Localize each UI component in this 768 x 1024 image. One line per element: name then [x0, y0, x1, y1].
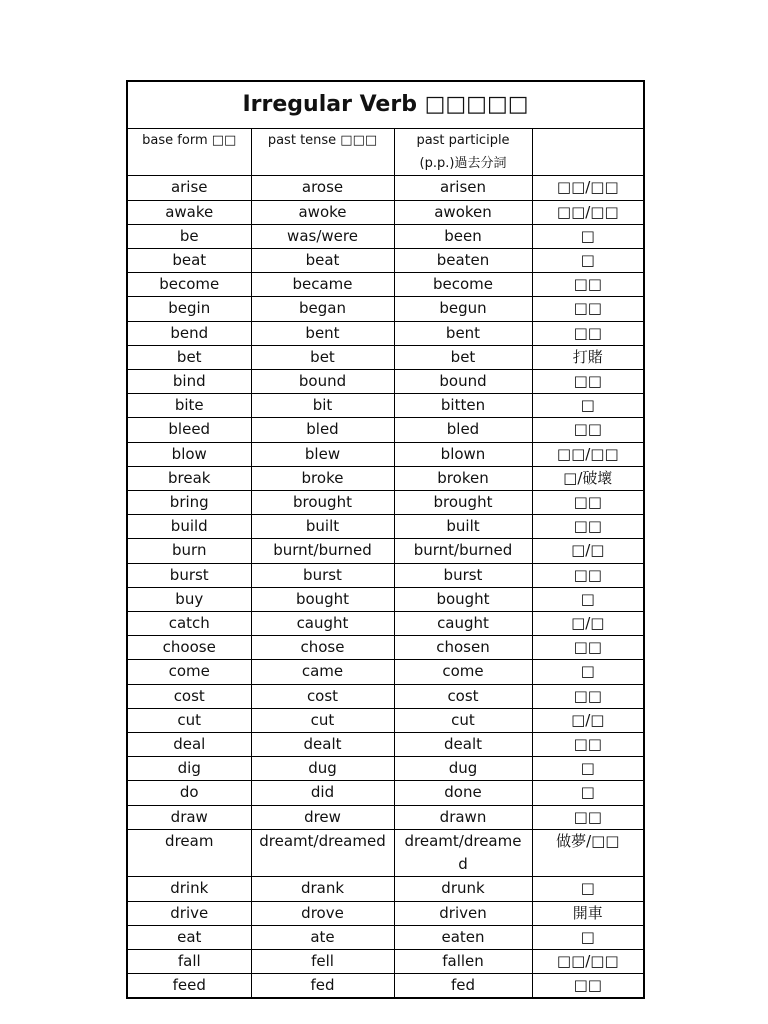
past-tense-cell: cut	[251, 708, 394, 732]
past-participle-cell: fallen	[394, 949, 532, 973]
meaning-cell: □□	[532, 563, 644, 587]
table-row	[127, 442, 644, 466]
past-tense-cell: bent	[251, 321, 394, 345]
header-past-tense	[251, 129, 394, 176]
header-past-tense-label: past tense □□□	[267, 133, 378, 148]
table-row	[127, 200, 644, 224]
past-participle-cell: drunk	[394, 877, 532, 901]
table-row	[127, 781, 644, 805]
past-participle-cell: cost	[394, 684, 532, 708]
past-participle-cell: chosen	[394, 636, 532, 660]
past-participle-cell: built	[394, 515, 532, 539]
meaning-cell: □/□	[532, 708, 644, 732]
table-row	[127, 515, 644, 539]
table-row	[127, 684, 644, 708]
table-row	[127, 345, 644, 369]
base-form-cell: awake	[127, 200, 251, 224]
meaning-cell: □	[532, 224, 644, 248]
meaning-cell: □□/□□	[532, 200, 644, 224]
past-participle-cell: bent	[394, 321, 532, 345]
past-tense-cell: broke	[251, 466, 394, 490]
base-form-cell: dream	[127, 829, 251, 876]
table-row	[127, 901, 644, 925]
base-form-cell: blow	[127, 442, 251, 466]
base-form-cell: begin	[127, 297, 251, 321]
table-row	[127, 660, 644, 684]
past-tense-cell: bit	[251, 394, 394, 418]
past-participle-cell: done	[394, 781, 532, 805]
past-tense-cell: bet	[251, 345, 394, 369]
base-form-cell: bite	[127, 394, 251, 418]
past-participle-cell: bitten	[394, 394, 532, 418]
base-form-cell: buy	[127, 587, 251, 611]
past-participle-cell: drawn	[394, 805, 532, 829]
irregular-verb-table	[126, 80, 645, 999]
past-tense-cell: blew	[251, 442, 394, 466]
base-form-cell: burst	[127, 563, 251, 587]
base-form-cell: bend	[127, 321, 251, 345]
table-row	[127, 733, 644, 757]
past-tense-cell: bought	[251, 587, 394, 611]
past-participle-cell: burnt/burned	[394, 539, 532, 563]
meaning-cell: □	[532, 925, 644, 949]
verb-table-body	[127, 176, 644, 998]
past-participle-cell: dug	[394, 757, 532, 781]
meaning-cell: □/破壞	[532, 466, 644, 490]
table-row	[127, 297, 644, 321]
base-form-cell: cut	[127, 708, 251, 732]
past-tense-cell: cost	[251, 684, 394, 708]
table-row	[127, 249, 644, 273]
past-participle-cell: cut	[394, 708, 532, 732]
table-row	[127, 612, 644, 636]
past-participle-cell: arisen	[394, 176, 532, 200]
meaning-cell: □□/□□	[532, 176, 644, 200]
past-tense-cell: arose	[251, 176, 394, 200]
past-participle-cell: burst	[394, 563, 532, 587]
table-row	[127, 370, 644, 394]
meaning-cell: □□	[532, 370, 644, 394]
past-participle-cell: broken	[394, 466, 532, 490]
past-participle-cell: fed	[394, 974, 532, 999]
base-form-cell: become	[127, 273, 251, 297]
past-tense-cell: bound	[251, 370, 394, 394]
base-form-cell: deal	[127, 733, 251, 757]
meaning-cell: □	[532, 587, 644, 611]
table-row	[127, 273, 644, 297]
meaning-cell: □	[532, 781, 644, 805]
past-tense-cell: dealt	[251, 733, 394, 757]
past-tense-cell: began	[251, 297, 394, 321]
table-title: Irregular Verb □□□□□	[127, 81, 644, 129]
past-tense-cell: fed	[251, 974, 394, 999]
meaning-cell: □□	[532, 974, 644, 999]
base-form-cell: bleed	[127, 418, 251, 442]
past-tense-cell: became	[251, 273, 394, 297]
base-form-cell: come	[127, 660, 251, 684]
meaning-cell: □□	[532, 684, 644, 708]
past-tense-cell: bled	[251, 418, 394, 442]
base-form-cell: bet	[127, 345, 251, 369]
meaning-cell: □□/□□	[532, 949, 644, 973]
meaning-cell: □□	[532, 418, 644, 442]
past-participle-cell: beaten	[394, 249, 532, 273]
meaning-cell: □/□	[532, 539, 644, 563]
table-row	[127, 466, 644, 490]
past-tense-cell: ate	[251, 925, 394, 949]
past-tense-cell: dreamt/dreamed	[251, 829, 394, 876]
base-form-cell: arise	[127, 176, 251, 200]
header-past-participle-abbr: (p.p.)過去分詞	[419, 156, 507, 172]
meaning-cell: □□	[532, 321, 644, 345]
table-row	[127, 418, 644, 442]
table-row	[127, 394, 644, 418]
base-form-cell: build	[127, 515, 251, 539]
past-participle-cell: been	[394, 224, 532, 248]
header-past-participle-label: past participle	[416, 133, 510, 148]
past-tense-cell: drank	[251, 877, 394, 901]
meaning-cell: □□	[532, 515, 644, 539]
past-participle-cell: eaten	[394, 925, 532, 949]
base-form-cell: choose	[127, 636, 251, 660]
past-tense-cell: burst	[251, 563, 394, 587]
past-tense-cell: burnt/burned	[251, 539, 394, 563]
past-tense-cell: came	[251, 660, 394, 684]
meaning-cell: □□	[532, 297, 644, 321]
past-participle-cell: become	[394, 273, 532, 297]
table-row	[127, 176, 644, 200]
past-participle-cell: bled	[394, 418, 532, 442]
past-participle-cell: bet	[394, 345, 532, 369]
table-row	[127, 708, 644, 732]
meaning-cell: □□	[532, 491, 644, 515]
base-form-cell: break	[127, 466, 251, 490]
base-form-cell: dig	[127, 757, 251, 781]
past-tense-cell: beat	[251, 249, 394, 273]
table-row	[127, 829, 644, 876]
past-tense-cell: did	[251, 781, 394, 805]
table-row	[127, 491, 644, 515]
table-row	[127, 636, 644, 660]
past-participle-cell: caught	[394, 612, 532, 636]
table-row	[127, 757, 644, 781]
table-row	[127, 877, 644, 901]
table-row	[127, 805, 644, 829]
past-participle-cell: bought	[394, 587, 532, 611]
table-row	[127, 539, 644, 563]
base-form-cell: cost	[127, 684, 251, 708]
meaning-cell: □	[532, 660, 644, 684]
base-form-cell: bind	[127, 370, 251, 394]
table-row	[127, 925, 644, 949]
past-tense-cell: built	[251, 515, 394, 539]
past-participle-cell: begun	[394, 297, 532, 321]
header-meaning	[532, 129, 644, 176]
base-form-cell: feed	[127, 974, 251, 999]
meaning-cell: □	[532, 757, 644, 781]
meaning-cell: □□	[532, 636, 644, 660]
past-tense-cell: drove	[251, 901, 394, 925]
base-form-cell: burn	[127, 539, 251, 563]
past-participle-cell: blown	[394, 442, 532, 466]
past-tense-cell: fell	[251, 949, 394, 973]
past-participle-cell: driven	[394, 901, 532, 925]
past-tense-cell: brought	[251, 491, 394, 515]
meaning-cell: □□	[532, 805, 644, 829]
meaning-cell: 開車	[532, 901, 644, 925]
meaning-cell: □	[532, 877, 644, 901]
base-form-cell: catch	[127, 612, 251, 636]
table-row	[127, 974, 644, 999]
title-row	[127, 81, 644, 129]
past-tense-cell: drew	[251, 805, 394, 829]
base-form-cell: drive	[127, 901, 251, 925]
past-tense-cell: chose	[251, 636, 394, 660]
past-participle-cell: awoken	[394, 200, 532, 224]
meaning-cell: 打賭	[532, 345, 644, 369]
table-row	[127, 587, 644, 611]
meaning-cell: □/□	[532, 612, 644, 636]
table-row	[127, 321, 644, 345]
past-tense-cell: caught	[251, 612, 394, 636]
base-form-cell: beat	[127, 249, 251, 273]
past-participle-cell: bound	[394, 370, 532, 394]
base-form-cell: drink	[127, 877, 251, 901]
table-row	[127, 949, 644, 973]
meaning-cell: □	[532, 249, 644, 273]
base-form-cell: fall	[127, 949, 251, 973]
table-row	[127, 563, 644, 587]
meaning-cell: 做夢/□□	[532, 829, 644, 876]
past-participle-cell: dreamt/dreamed	[394, 829, 532, 876]
past-tense-cell: dug	[251, 757, 394, 781]
past-participle-cell: come	[394, 660, 532, 684]
past-participle-cell: brought	[394, 491, 532, 515]
header-row	[127, 129, 644, 176]
header-base-form	[127, 129, 251, 176]
meaning-cell: □□	[532, 273, 644, 297]
base-form-cell: do	[127, 781, 251, 805]
base-form-cell: eat	[127, 925, 251, 949]
base-form-cell: be	[127, 224, 251, 248]
base-form-cell: draw	[127, 805, 251, 829]
header-past-participle	[394, 129, 532, 176]
meaning-cell: □□/□□	[532, 442, 644, 466]
past-tense-cell: awoke	[251, 200, 394, 224]
table-row	[127, 224, 644, 248]
meaning-cell: □□	[532, 733, 644, 757]
base-form-cell: bring	[127, 491, 251, 515]
past-participle-cell: dealt	[394, 733, 532, 757]
past-tense-cell: was/were	[251, 224, 394, 248]
header-base-form-label: base form □□	[142, 133, 237, 148]
meaning-cell: □	[532, 394, 644, 418]
